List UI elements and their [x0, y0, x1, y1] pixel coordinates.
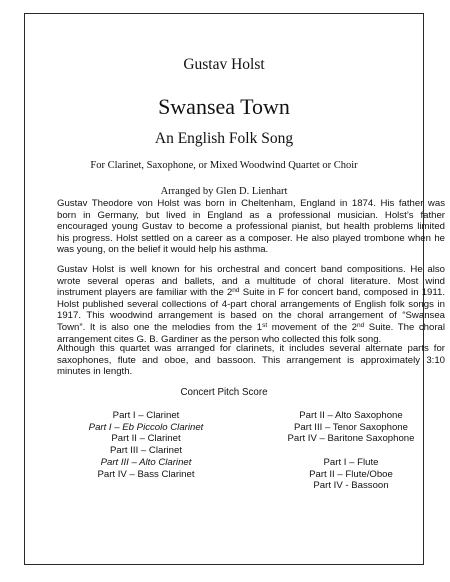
part-item: Part III – Tenor Saxophone — [294, 421, 408, 433]
ordinal-suffix: nd — [232, 287, 240, 295]
arrangement-line: Although this quartet was arranged for clarinets, it includes several alternate parts for — [57, 343, 445, 354]
ordinal-suffix: nd — [356, 321, 365, 329]
works-text: Suite in F for concert band, composed in 1911. — [239, 287, 445, 299]
works-text: Suite. The choral — [364, 321, 446, 333]
part-item: Part IV - Bassoon — [313, 480, 389, 492]
bio-line: born in Germany, but lived in England as a professional musician. Holst’s father — [57, 209, 445, 221]
bio-line: was young, on the belief it would help his asthma. — [57, 244, 269, 256]
works-line: 1917. This woodwind arrangement is based on the choral arrangement of “Swansea — [57, 310, 445, 322]
page-title: Swansea Town — [158, 94, 290, 119]
arrangement-line: saxophones, flute and oboe, and bassoon. This arrangement is approximately 3:10 — [57, 354, 445, 366]
part-item: Part I – Clarinet — [112, 410, 180, 421]
instrumentation-line: For Clarinet, Saxophone, or Mixed Woodwind Quartet or Choir — [90, 160, 358, 171]
arrangement-line: minutes in length. — [57, 366, 133, 378]
arranger-credit: Arranged by Glen D. Lienhart — [160, 186, 288, 197]
bio-line: Gustav Theodore von Holst was born in Cheltenham, England in 1874. His father was — [57, 198, 445, 209]
score-cover-page — [24, 13, 446, 565]
works-line — [57, 322, 445, 334]
part-item: Part IV – Baritone Saxophone — [287, 433, 415, 445]
alternate-parts-list — [256, 410, 446, 492]
part-spacer — [256, 445, 446, 457]
part-item: Part II – Clarinet — [111, 433, 181, 445]
subtitle: An English Folk Song — [154, 130, 294, 147]
works-line: arrangement cites G. B. Gardiner as the person who collected this folk song. — [57, 333, 382, 345]
part-item: Part IV – Bass Clarinet — [97, 468, 195, 480]
works-line: Gustav Holst is well known for his orchestral and concert band compositions. He also — [57, 264, 445, 275]
clarinet-parts-list — [51, 410, 241, 480]
works-line — [57, 287, 445, 299]
works-line: wrote several operas and ballets, and a multitude of choral literature. Most wind — [57, 275, 445, 287]
score-heading: Concert Pitch Score — [180, 387, 268, 398]
bio-paragraph — [57, 198, 445, 256]
bio-line: his progress. Holst settled on a career as a composer. He also played trombone when he — [57, 232, 445, 244]
works-text: movement of the 2 — [267, 321, 357, 333]
part-item: Part I – Eb Piccolo Clarinet — [88, 421, 204, 433]
works-line: Holst published several collections of 4-part choral arrangements of English folk songs in — [57, 298, 445, 310]
part-item: Part III – Alto Clarinet — [100, 456, 192, 468]
part-item: Part II – Flute/Oboe — [309, 468, 393, 480]
part-item: Part II – Alto Saxophone — [299, 410, 403, 421]
works-paragraph — [57, 264, 445, 345]
part-item: Part I – Flute — [323, 456, 379, 468]
ordinal-suffix: st — [262, 321, 268, 329]
bio-line: encouraged young Gustav to become a professional pianist, but health problems limited — [57, 221, 445, 233]
composer-name: Gustav Holst — [183, 56, 265, 73]
arrangement-paragraph — [57, 343, 445, 378]
works-text: Town”. It is also one the melodies from the 1 — [57, 321, 263, 333]
part-item: Part III – Clarinet — [110, 445, 182, 457]
works-text: instrument players are familiar with the 2 — [57, 287, 233, 299]
